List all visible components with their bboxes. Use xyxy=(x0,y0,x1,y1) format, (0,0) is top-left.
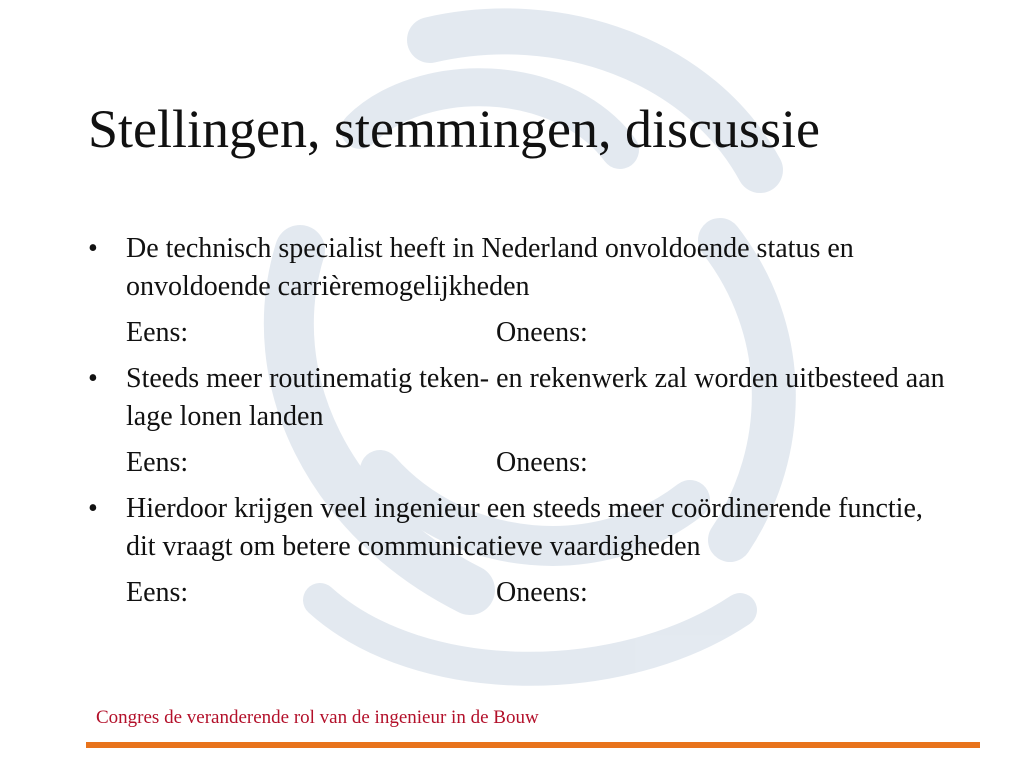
statement-bullet xyxy=(88,230,948,306)
footer-caption: Congres de veranderende rol van de ingenieur in de Bouw xyxy=(96,707,539,728)
statement-item xyxy=(88,230,948,352)
statement-text: Steeds meer routinematig teken- en rekenwerk zal worden uitbesteed aan lage lonen landen xyxy=(126,363,945,432)
disagree-label: Oneens: xyxy=(496,317,588,348)
disagree-label: Oneens: xyxy=(496,447,588,478)
vote-row xyxy=(126,444,948,482)
slide-title: Stellingen, stemmingen, discussie xyxy=(88,99,820,159)
agree-label: Eens: xyxy=(126,317,189,348)
statement-list xyxy=(88,230,948,620)
disagree-label: Oneens: xyxy=(496,577,588,608)
vote-row xyxy=(126,574,948,612)
statement-bullet xyxy=(88,490,948,566)
statement-item xyxy=(88,490,948,612)
statement-item xyxy=(88,360,948,482)
statement-text: Hierdoor krijgen veel ingenieur een steeds meer coördinerende functie, dit vraagt om betere communicatieve vaardigheden xyxy=(126,493,923,562)
agree-label: Eens: xyxy=(126,577,189,608)
statement-text: De technisch specialist heeft in Nederland onvoldoende status en onvoldoende carrièremogelijkheden xyxy=(126,233,854,302)
agree-label: Eens: xyxy=(126,447,189,478)
bullet-marker: • xyxy=(88,233,98,264)
vote-row xyxy=(126,314,948,352)
footer-divider xyxy=(86,742,980,748)
bullet-marker: • xyxy=(88,363,98,394)
statement-bullet xyxy=(88,360,948,436)
bullet-marker: • xyxy=(88,493,98,524)
